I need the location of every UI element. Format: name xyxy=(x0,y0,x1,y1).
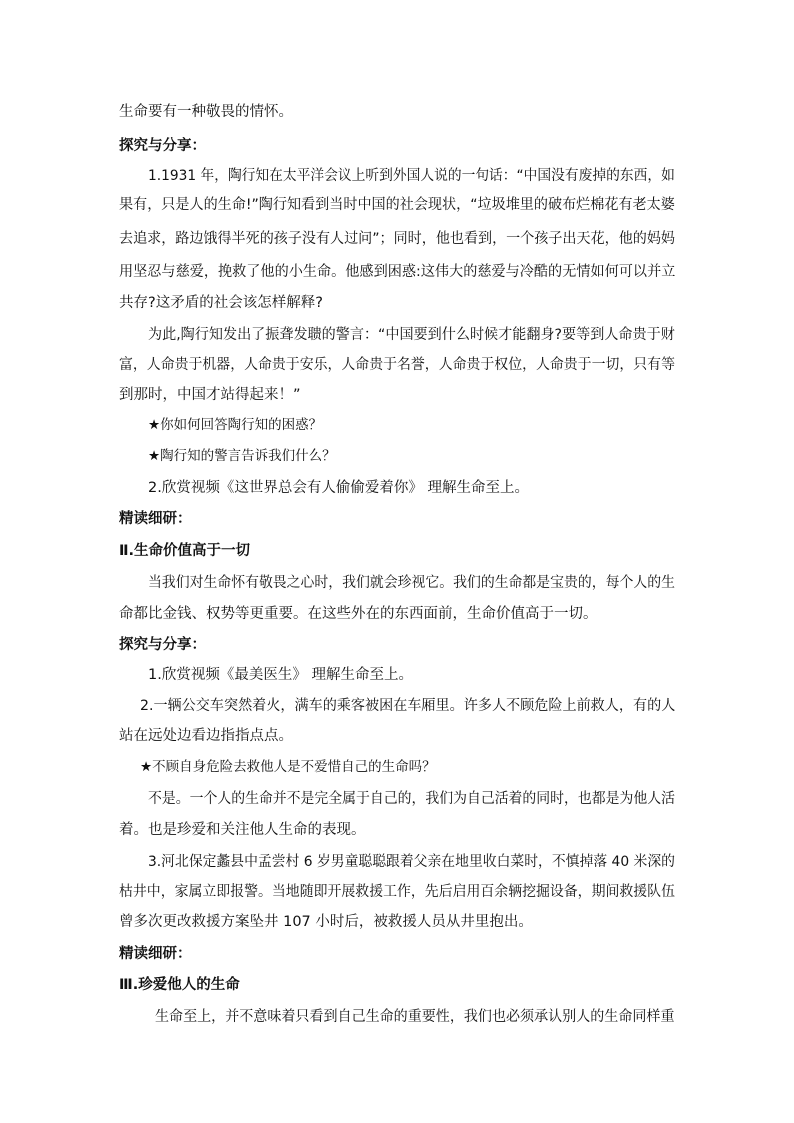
subsection-title: Ⅲ.珍爱他人的生命 xyxy=(119,977,240,993)
text-line: 曾多次更改救援方案坠井 107 小时后，被救援人员从井里抱出。 xyxy=(119,914,533,930)
text-line: 为此,陶行知发出了振聋发聩的警言：“中国要到什么时候才能翻身?要等到人命贵于财 xyxy=(148,327,675,343)
question-item: ★你如何回答陶行知的困惑？ xyxy=(148,417,323,433)
text-line: 1.欣赏视频《最美医生》 理解生命至上。 xyxy=(148,667,413,683)
question-item: ★不顾自身危险去救他人是不爱惜自己的生命吗？ xyxy=(140,759,436,775)
text-line: 果有，只是人的生命!”陶行知看到当时中国的社会现状，“垃圾堆里的破布烂棉花有老太婆 xyxy=(119,197,675,213)
text-line: 枯井中，家属立即报警。当地随即开展救援工作，先后启用百余辆挖掘设备，期间救援队伍 xyxy=(119,884,675,900)
text-line: 当我们对生命怀有敬畏之心时，我们就会珍视它。我们的生命都是宝贵的，每个人的生 xyxy=(148,575,675,591)
text-line: 生命要有一种敬畏的情怀。 xyxy=(119,104,293,120)
text-line: 着。也是珍爱和关注他人生命的表现。 xyxy=(119,822,366,838)
text-line: 站在远处边看边指指点点。 xyxy=(119,728,293,744)
text-line: 到那时，中国才站得起来！” xyxy=(119,387,301,403)
question-item: ★陶行知的警言告诉我们什么？ xyxy=(148,448,336,464)
text-line: 生命至上，并不意味着只看到自己生命的重要性，我们也必须承认别人的生命同样重 xyxy=(155,1009,675,1025)
text-line: 富，人命贵于机器，人命贵于安乐，人命贵于名誉，人命贵于权位，人命贵于一切，只有等 xyxy=(119,357,675,373)
section-heading: 探究与分享： xyxy=(119,637,206,653)
text-line: 用坚忍与慈爱，挽救了他的小生命。他感到困惑:这伟大的慈爱与冷酷的无情如何可以并立 xyxy=(119,264,676,280)
text-line: 命都比金钱、权势等更重要。在这些外在的东西面前，生命价值高于一切。 xyxy=(119,606,598,622)
section-heading: 精读细研： xyxy=(119,946,192,962)
text-line: 3.河北保定蠡县中孟尝村 6 岁男童聪聪跟着父亲在地里收白菜时，不慎掉落 40 米深的 xyxy=(148,854,675,870)
section-heading: 探究与分享： xyxy=(119,138,206,154)
section-heading: 精读细研： xyxy=(119,511,192,527)
text-line: 2.欣赏视频《这世界总会有人偷偷爱着你》 理解生命至上。 xyxy=(148,480,529,496)
text-line: 1.1931 年，陶行知在太平洋会议上听到外国人说的一句话：“中国没有废掉的东西，如 xyxy=(148,168,675,184)
text-line: 不是。一个人的生命并不是完全属于自己的，我们为自己活着的同时，也都是为他人活 xyxy=(148,791,675,807)
text-line: 去追求，路边饿得半死的孩子没有人过问”；同时，他也看到，一个孩子出天花，他的妈妈 xyxy=(119,231,675,247)
text-line: 共存?这矛盾的社会该怎样解释? xyxy=(119,295,323,311)
subsection-title: Ⅱ.生命价值高于一切 xyxy=(119,543,251,559)
text-line: 2.一辆公交车突然着火，满车的乘客被困在车厢里。许多人不顾危险上前救人，有的人 xyxy=(140,698,676,714)
